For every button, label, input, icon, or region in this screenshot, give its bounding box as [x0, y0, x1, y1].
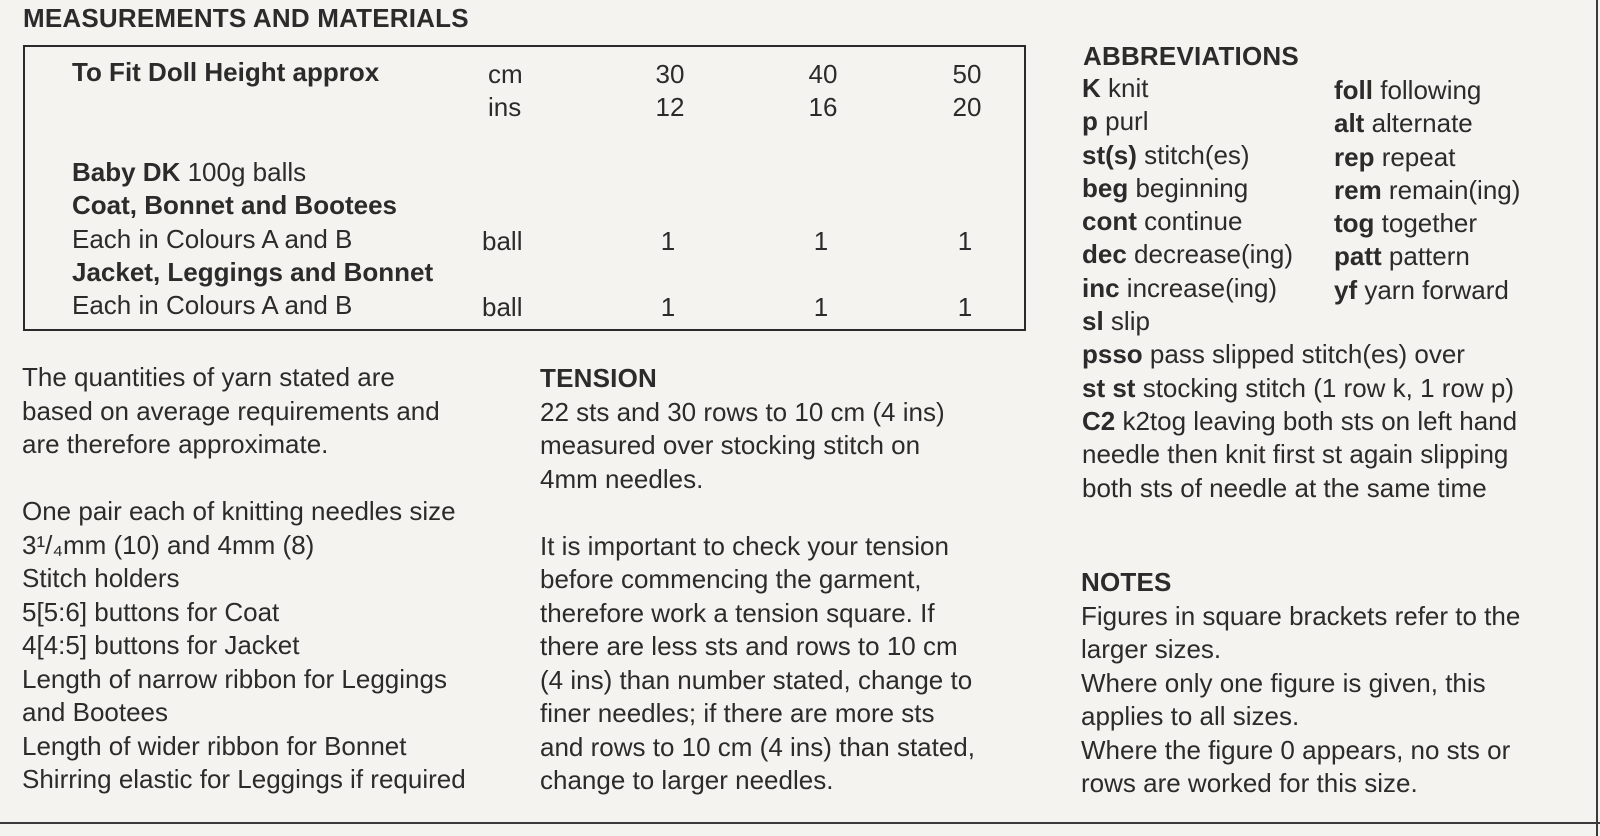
notes-line: larger sizes. [1081, 634, 1222, 664]
yarn-label-bold: Baby DK [72, 157, 181, 187]
tension-section [540, 362, 975, 798]
abbreviation-item: sl slip [1082, 306, 1150, 337]
abbreviation-item: C2 k2tog leaving both sts on left hand [1082, 405, 1518, 436]
size-cm-3: 50 [952, 59, 982, 89]
tension-line: before commencing the garment, [540, 564, 922, 594]
tension-line: there are less sts and rows to 10 cm [540, 631, 958, 661]
tension-line: therefore work a tension square. If [540, 597, 935, 628]
tension-line: 4mm needles. [540, 463, 704, 494]
abbreviation-item: p purl [1082, 106, 1149, 137]
group1-value-2: 1 [813, 226, 829, 256]
tension-line: finer needles; if there are more sts [540, 698, 935, 728]
notes-line: Where the figure 0 appears, no sts or [1081, 734, 1511, 765]
abbreviation-item: dec decrease(ing) [1082, 239, 1294, 270]
notes-line: rows are worked for this size. [1081, 768, 1418, 798]
materials-line: 5[5:6] buttons for Coat [22, 596, 280, 627]
size-cm-2: 40 [808, 59, 838, 89]
materials-line: The quantities of yarn stated are [22, 362, 395, 392]
materials-line: based on average requirements and [22, 395, 440, 426]
abbreviation-item: foll following [1334, 75, 1482, 105]
materials-text [22, 361, 466, 797]
unit-ins: ins [488, 92, 522, 122]
notes-line: Where only one figure is given, this [1081, 667, 1486, 698]
yarn-label-rest: 100g balls [180, 157, 307, 187]
tension-line: and rows to 10 cm (4 ins) than stated, [540, 731, 975, 762]
right-border [1596, 0, 1598, 836]
group2-title: Jacket, Leggings and Bonnet [72, 257, 434, 287]
abbreviation-item: yf yarn forward [1334, 274, 1509, 305]
tension-line: 22 sts and 30 rows to 10 cm (4 ins) [540, 396, 945, 427]
abbreviation-item: inc increase(ing) [1082, 272, 1278, 303]
yarn-label [72, 157, 306, 188]
tension-title: TENSION [540, 363, 657, 393]
group2-value-3: 1 [957, 292, 973, 322]
group2-value-2: 1 [813, 292, 829, 322]
bottom-border [0, 822, 1600, 824]
group1-value-3: 1 [957, 226, 973, 256]
tension-line: (4 ins) than number stated, change to [540, 664, 973, 695]
abbreviations-title: ABBREVIATIONS [1083, 41, 1299, 71]
group1-unit: ball [482, 226, 523, 256]
group1-value-1: 1 [660, 226, 676, 256]
abbreviation-item: st st stocking stitch (1 row k, 1 row p) [1082, 372, 1515, 403]
size-ins-1: 12 [655, 92, 685, 122]
materials-line: Stitch holders [22, 563, 180, 593]
group2-unit: ball [482, 292, 523, 322]
materials-line: Length of narrow ribbon for Leggings [22, 663, 447, 694]
abbreviations-right [1334, 74, 1520, 307]
materials-line [22, 462, 466, 496]
materials-line: Length of wider ribbon for Bonnet [22, 730, 407, 761]
notes-title: NOTES [1081, 567, 1172, 597]
measurements-title: MEASUREMENTS AND MATERIALS [23, 3, 469, 33]
materials-line: 4[4:5] buttons for Jacket [22, 630, 300, 660]
abbreviation-item: tog together [1334, 208, 1478, 239]
materials-line: Shirring elastic for Leggings if required [22, 764, 466, 794]
materials-line: and Bootees [22, 697, 169, 727]
abbreviation-item: patt pattern [1334, 241, 1470, 272]
abbreviation-item: beg beginning [1082, 172, 1249, 203]
materials-line: are therefore approximate. [22, 429, 329, 459]
size-cm-1: 30 [655, 59, 685, 89]
group1-row-label: Each in Colours A and B [72, 224, 353, 254]
notes-line: applies to all sizes. [1081, 701, 1300, 731]
abbreviation-item: cont continue [1082, 206, 1243, 237]
abbreviation-item: rep repeat [1334, 141, 1456, 172]
group2-value-1: 1 [660, 292, 676, 322]
group1-title: Coat, Bonnet and Bootees [72, 190, 398, 220]
tension-line: measured over stocking stitch on [540, 430, 921, 460]
size-ins-3: 20 [952, 92, 982, 122]
notes-section [1081, 566, 1520, 801]
abbreviation-item: alt alternate [1334, 108, 1473, 139]
abbreviation-item: psso pass slipped stitch(es) over [1082, 339, 1465, 370]
group2-row-label: Each in Colours A and B [72, 290, 353, 320]
tension-line [540, 496, 975, 530]
abbreviation-item: st(s) stitch(es) [1082, 139, 1250, 170]
size-ins-2: 16 [808, 92, 838, 122]
tension-line: It is important to check your tension [540, 530, 949, 561]
abbreviation-continuation: both sts of needle at the same time [1082, 472, 1487, 503]
abbreviation-item: K knit [1082, 73, 1149, 103]
fit-label: To Fit Doll Height approx [72, 57, 380, 87]
materials-line: 3¹/₄mm (10) and 4mm (8) [22, 529, 315, 560]
tension-line: change to larger needles. [540, 765, 834, 795]
unit-cm: cm [488, 59, 523, 89]
abbreviation-continuation: needle then knit first st again slipping [1082, 439, 1509, 470]
materials-line: One pair each of knitting needles size [22, 496, 456, 526]
abbreviation-item: rem remain(ing) [1334, 174, 1521, 205]
notes-line: Figures in square brackets refer to the [1081, 600, 1521, 631]
